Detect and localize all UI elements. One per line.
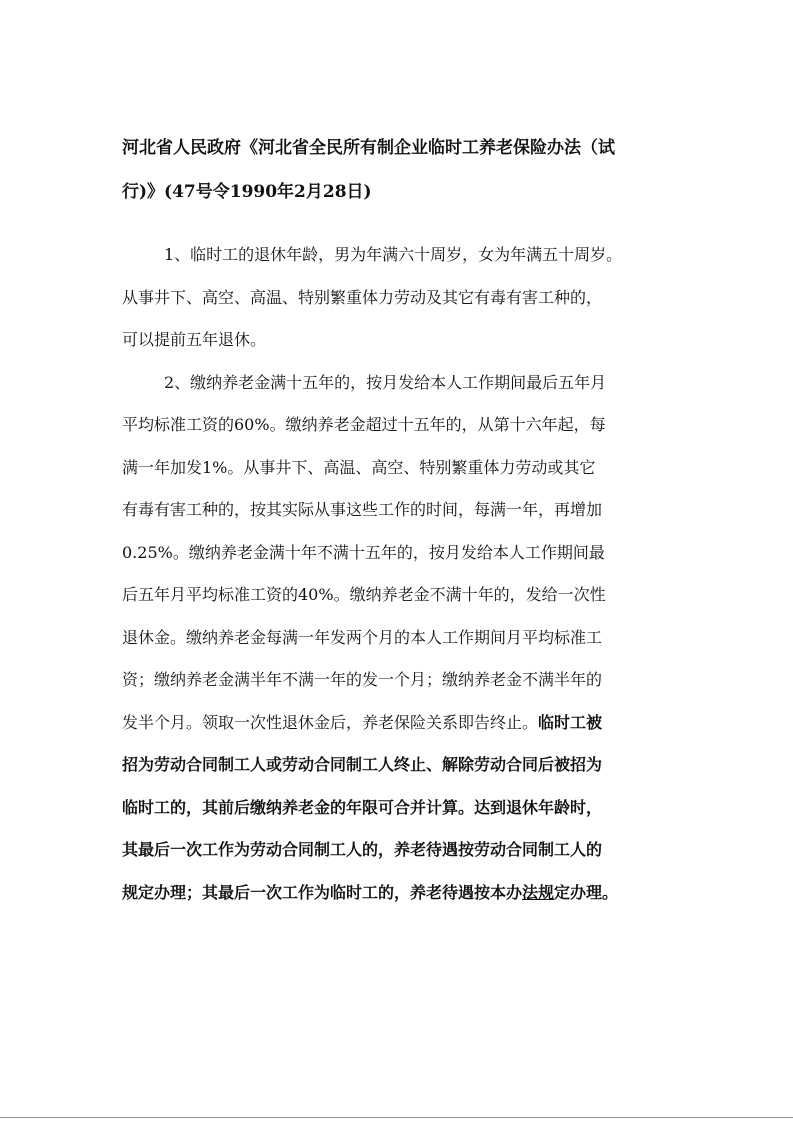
bold-clause-line: 招为劳动合同制工人或劳动合同制工人终止、解除劳动合同后被招为 <box>122 755 603 774</box>
clause-1-line: 1、临时工的退休年龄，男为年满六十周岁，女为年满五十周岁。 <box>164 245 623 264</box>
bold-clause-last-line <box>122 872 692 915</box>
bold-text-start: 临时工被 <box>538 712 603 732</box>
clause-2-line-text: 发半个月。领取一次性退休金后，养老保险关系即告终止。 <box>122 712 539 732</box>
clause-2-line: 2、缴纳养老金满十五年的，按月发给本人工作期间最后五年月 <box>164 372 607 392</box>
bold-clause-line: 临时工的，其前后缴纳养老金的年限可合并计算。达到退休年龄时， <box>122 797 603 817</box>
clause-2-line: 有毒有害工种的，按其实际从事这些工作的时间，每满一年，再增加 <box>122 500 603 519</box>
clause-2-line: 资；缴纳养老金满半年不满一年的发一个月；缴纳养老金不满半年的 <box>122 670 603 689</box>
clause-2-line: 退休金。缴纳养老金每满一年发两个月的本人工作期间月平均标准工 <box>122 627 603 647</box>
document-body <box>122 234 692 914</box>
last-line-after: 定办理。 <box>554 882 619 902</box>
clause-2-line: 平均标准工资的60%。缴纳养老金超过十五年的，从第十六年起，每 <box>122 415 606 434</box>
title-line-2: 行)》(47号令1990年2月28日) <box>122 182 372 202</box>
title-line-1: 河北省人民政府《河北省全民所有制企业临时工养老保险办法（试 <box>122 138 615 158</box>
last-line-before: 规定办理；其最后一次工作为临时工的，养老待遇按本办 <box>122 882 523 902</box>
bold-clause-line: 其最后一次工作为劳动合同制工人的，养老待遇按劳动合同制工人的 <box>122 840 603 859</box>
clause-2-line: 0.25%。缴纳养老金满十年不满十五年的，按月发给本人工作期间最 <box>122 542 605 562</box>
clause-1-line: 从事井下、高空、高温、特别繁重体力劳动及其它有毒有害工种的， <box>122 287 603 307</box>
clause-2-line: 后五年月平均标准工资的40%。缴纳养老金不满十年的，发给一次性 <box>122 585 606 604</box>
clause-2-mixed-line <box>122 702 692 745</box>
underlined-text: 法规 <box>522 882 555 902</box>
clause-2-line: 满一年加发1%。从事井下、高温、高空、特别繁重体力劳动或其它 <box>122 457 596 477</box>
page-bottom-border <box>0 1117 793 1118</box>
document-title <box>122 126 682 214</box>
clause-1-line: 可以提前五年退休。 <box>122 330 267 349</box>
